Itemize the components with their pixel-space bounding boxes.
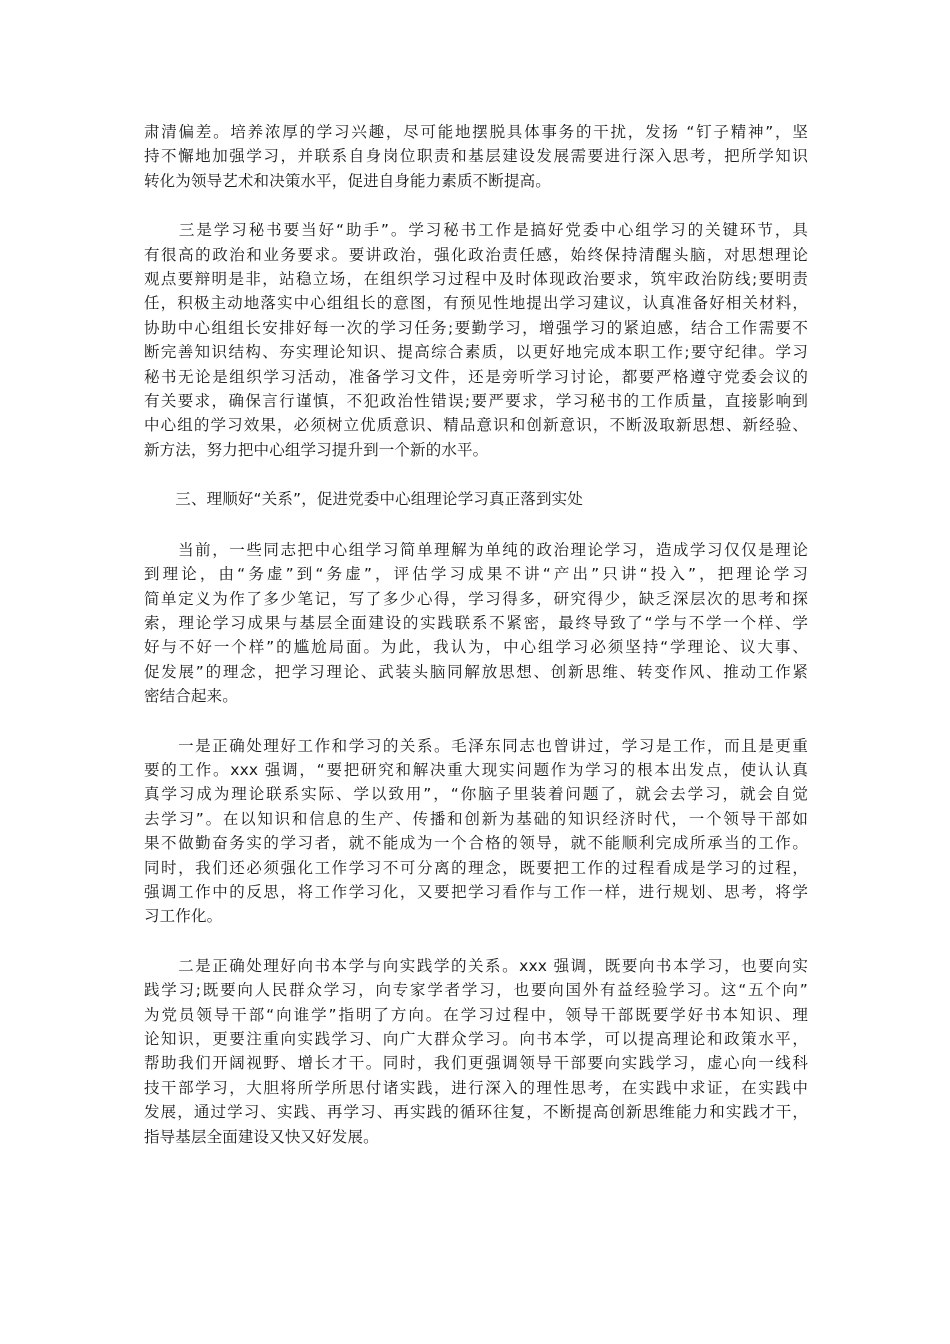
text-line: 新方法，努力把中心组学习提升到一个新的水平。: [144, 440, 489, 459]
text-line: 二是正确处理好向书本学与向实践学的关系。xxx 强调，既要向书本学习，也要向实: [144, 956, 808, 975]
text-line: 习工作化。: [144, 907, 223, 926]
text-line: 秘书无论是组织学习活动，准备学习文件，还是旁听学习讨论，都要严格遵守党委会议的: [144, 367, 808, 386]
document-page: [144, 120, 808, 1174]
text-line: 索，理论学习成果与基层全面建设的实践联系不紧密，最终导致了“学与不学一个样、学: [144, 613, 808, 632]
text-line: 好与不好一个样”的尴尬局面。为此，我认为，中心组学习必须坚持“学理论、议大事、: [144, 638, 808, 657]
text-line: 协助中心组组长安排好每一次的学习任务;要勤学习，增强学习的紧迫感，结合工作需要不: [144, 318, 808, 337]
text-line: 到理论，由“务虚”到“务虚”，评估学习成果不讲“产出”只讲“投入”，把理论学习: [144, 565, 808, 584]
text-line: 转化为领导艺术和决策水平，促进自身能力素质不断提高。: [144, 171, 551, 190]
text-line: 有很高的政治和业务要求。要讲政治，强化政治责任感，始终保持清醒头脑，对思想理论: [144, 245, 808, 264]
text-line: 三是学习秘书要当好“助手”。学习秘书工作是搞好党委中心组学习的关键环节，具: [144, 221, 808, 240]
text-line: 技干部学习，大胆将所学所思付诸实践，进行深入的理性思考，在实践中求证，在实践中: [144, 1078, 808, 1097]
text-line: 断完善知识结构、夯实理论知识、提高综合素质，以更好地完成本职工作;要守纪律。学习: [144, 343, 808, 362]
text-line: 密结合起来。: [144, 687, 238, 706]
text-line: 持不懈地加强学习，并联系自身岗位职责和基层建设发展需要进行深入思考，把所学知识: [144, 147, 808, 166]
paragraph-2: [144, 218, 808, 462]
text-line: 帮助我们开阔视野、增长才干。同时，我们更强调领导干部要向实践学习，虚心向一线科: [144, 1054, 808, 1073]
text-line: 要的工作。xxx 强调，“要把研究和解决重大现实问题作为学习的根本出发点，使认认真: [144, 760, 808, 779]
text-line: 一是正确处理好工作和学习的关系。毛泽东同志也曾讲过，学习是工作，而且是更重: [144, 736, 808, 755]
text-line: 促发展”的理念，把学习理论、武装头脑同解放思想、创新思维、转变作风、推动工作紧: [144, 662, 808, 681]
paragraph-4: [144, 734, 808, 929]
text-line: 简单定义为作了多少笔记，写了多少心得，学习得多，研究得少，缺乏深层次的思考和探: [144, 589, 808, 608]
text-line: 强调工作中的反思，将工作学习化，又要把学习看作与工作一样，进行规划、思考，将学: [144, 882, 808, 901]
text-line: 肃清偏差。培养浓厚的学习兴趣，尽可能地摆脱具体事务的干扰，发扬 “钉子精神”，坚: [144, 123, 808, 141]
text-line: 观点要辩明是非，站稳立场，在组织学习过程中及时体现政治要求，筑牢政治防线;要明责: [144, 270, 808, 289]
text-line: 践学习;既要向人民群众学习，向专家学者学习，也要向国外有益经验学习。这“五个向”: [144, 981, 808, 1000]
paragraph-1: [144, 120, 808, 193]
text-line: 论知识，更要注重向实践学习、向广大群众学习。向书本学，可以提高理论和政策水平，: [144, 1030, 808, 1048]
text-line: 去学习”。在以知识和信息的生产、传播和创新为基础的知识经济时代，一个领导干部如: [144, 809, 808, 828]
text-line: 为党员领导干部“向谁学”指明了方向。在学习过程中，领导干部既要学好书本知识、理: [144, 1005, 808, 1024]
paragraph-5: [144, 954, 808, 1149]
paragraph-3: [144, 538, 808, 709]
text-line: 果不做勤奋务实的学习者，就不能成为一个合格的领导，就不能顺利完成所承当的工作。: [144, 834, 808, 853]
text-line: 同时，我们还必须强化工作学习不可分离的理念，既要把工作的过程看成是学习的过程，: [144, 858, 808, 877]
text-line: 任，积极主动地落实中心组组长的意图，有预见性地提出学习建议，认真准备好相关材料，: [144, 294, 808, 313]
text-line: 指导基层全面建设又快又好发展。: [144, 1127, 379, 1146]
text-line: 有关要求，确保言行谨慎，不犯政治性错误;要严要求，学习秘书的工作质量，直接影响到: [144, 392, 808, 411]
text-line: 真学习成为理论联系实际、学以致用”，“你脑子里装着问题了，就会去学习，就会自觉: [144, 785, 808, 804]
section-heading: 三、理顺好“关系”，促进党委中心组理论学习真正落到实处: [144, 490, 583, 509]
text-line: 中心组的学习效果，必须树立优质意识、精品意识和创新意识，不断汲取新思想、新经验、: [144, 416, 808, 435]
text-line: 当前，一些同志把中心组学习简单理解为单纯的政治理论学习，造成学习仅仅是理论: [144, 540, 808, 559]
text-line: 发展，通过学习、实践、再学习、再实践的循环往复，不断提高创新思维能力和实践才干，: [144, 1103, 808, 1122]
